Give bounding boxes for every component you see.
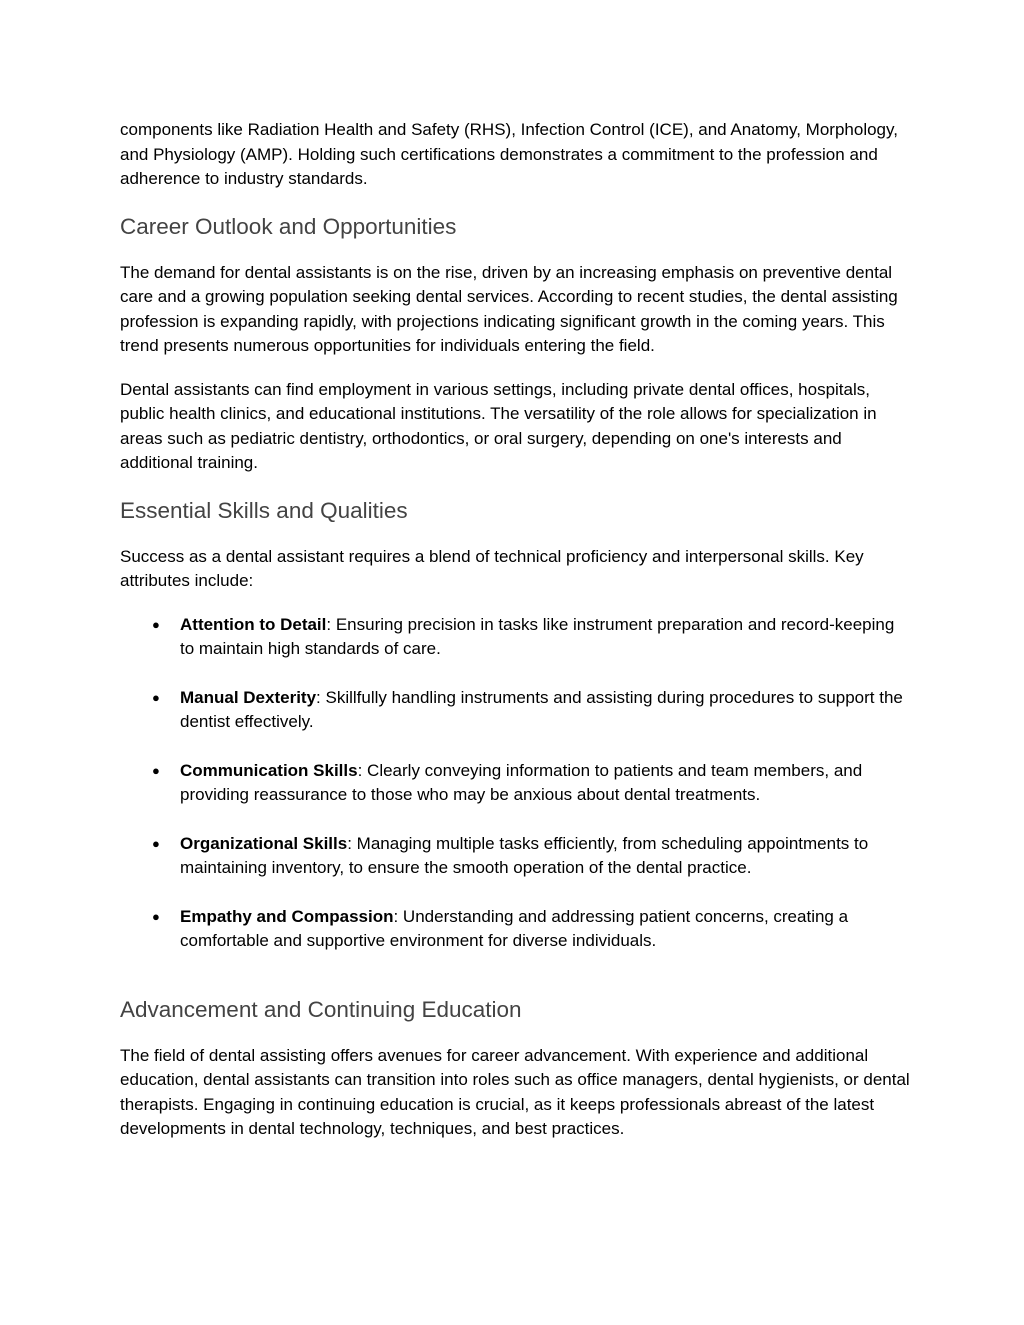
skill-item-attention-to-detail (120, 613, 910, 662)
bullet-icon: ● (152, 689, 160, 705)
career-outlook-heading: Career Outlook and Opportunities (120, 213, 457, 239)
skill-description: : Clearly conveying information to patients and team members, and providing reassurance to those who may be anxious about dental treatments. (180, 760, 863, 804)
skill-term: Organizational Skills (180, 833, 348, 853)
skills-list (120, 613, 910, 954)
skill-term: Manual Dexterity (180, 687, 317, 707)
bullet-icon: ● (152, 616, 160, 632)
bullet-icon: ● (152, 835, 160, 851)
skill-description: : Skillfully handling instruments and assisting during procedures to support the dentist effectively. (180, 687, 903, 731)
skill-term: Communication Skills (180, 760, 358, 780)
advancement-heading: Advancement and Continuing Education (120, 996, 522, 1022)
skill-item-empathy-and-compassion (120, 905, 910, 954)
skill-item-communication-skills (120, 759, 910, 808)
skill-description: : Ensuring precision in tasks like instrument preparation and record-keeping to maintain high standards of care. (180, 614, 895, 658)
career-settings-paragraph: Dental assistants can find employment in various settings, including private dental offices, hospitals, public health clinics, and educational institutions. The versatility of the role allows for specialization in areas such as pediatric dentistry, orthodontics, or oral surgery, depending on one's interests and additional training. (120, 379, 877, 472)
skills-intro-paragraph: Success as a dental assistant requires a blend of technical proficiency and interpersonal skills. Key attributes include: (120, 546, 864, 590)
intro-paragraph: components like Radiation Health and Safety (RHS), Infection Control (ICE), and Anatomy, Morphology, and Physiology (AMP). Holding such certifications demonstrates a commitment to the profession and adherence to industry standards. (120, 120, 898, 188)
skill-term: Empathy and Compassion (180, 906, 394, 926)
skill-item-organizational-skills (120, 832, 910, 881)
essential-skills-heading: Essential Skills and Qualities (120, 497, 408, 523)
skill-term: Attention to Detail (180, 614, 327, 634)
skill-item-manual-dexterity (120, 686, 910, 735)
skill-description: : Understanding and addressing patient concerns, creating a comfortable and supportive environment for diverse individuals. (180, 906, 849, 950)
bullet-icon: ● (152, 908, 160, 924)
bullet-icon: ● (152, 762, 160, 778)
advancement-paragraph: The field of dental assisting offers avenues for career advancement. With experience and additional education, dental assistants can transition into roles such as office managers, dental hygienists, or dental therapists. Engaging in continuing education is crucial, as it keeps professionals abreast of the latest developments in dental technology, techniques, and best practices. (120, 1045, 910, 1138)
career-demand-paragraph: The demand for dental assistants is on the rise, driven by an increasing emphasis on preventive dental care and a growing population seeking dental services. According to recent studies, the dental assisting profession is expanding rapidly, with projections indicating significant growth in the coming years. This trend presents numerous opportunities for individuals entering the field. (120, 262, 898, 355)
skill-description: : Managing multiple tasks efficiently, from scheduling appointments to maintaining inventory, to ensure the smooth operation of the dental practice. (180, 833, 869, 877)
document-page (120, 118, 910, 1142)
